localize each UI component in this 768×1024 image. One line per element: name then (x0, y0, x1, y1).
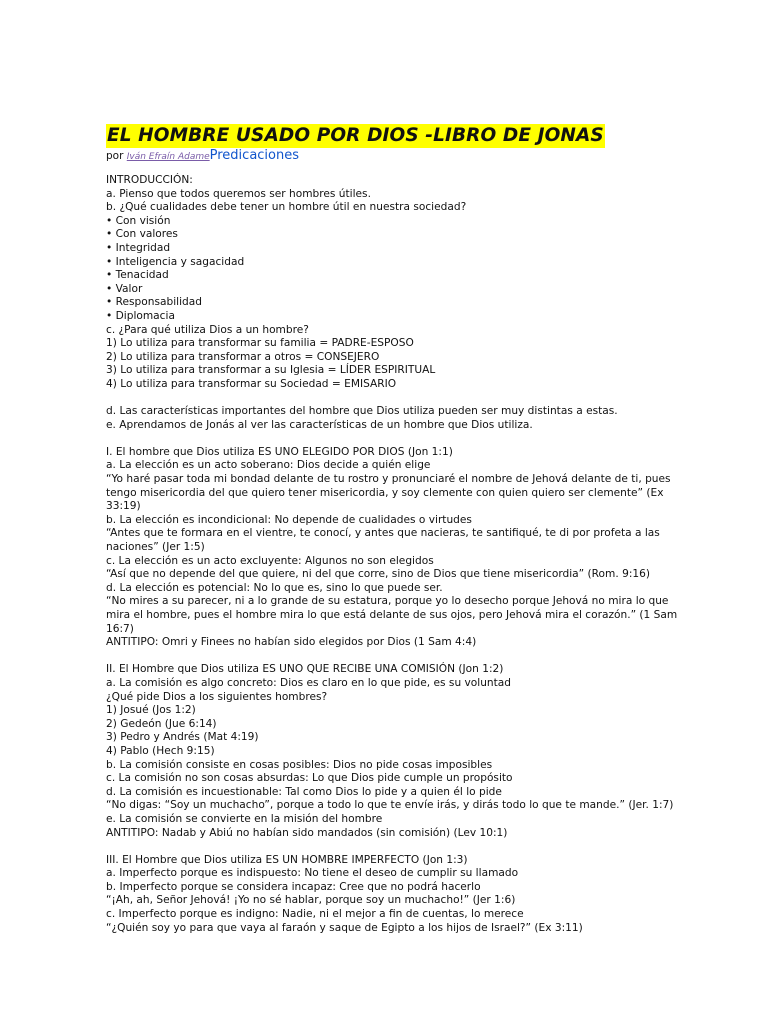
text-line: • Inteligencia y sagacidad (106, 255, 245, 268)
text-line: 33:19) (106, 500, 141, 513)
text-line: 16:7) (106, 622, 134, 635)
text-line: III. El Hombre que Dios utiliza ES UN HOMBRE IMPERFECTO (Jon 1:3) (106, 853, 468, 866)
text-line: b. ¿Qué cualidades debe tener un hombre útil en nuestra sociedad? (106, 201, 467, 214)
text-line: c. La elección es un acto excluyente: Algunos no son elegidos (106, 554, 434, 567)
text-line: b. Imperfecto porque se considera incapaz: Cree que no podrá hacerlo (106, 880, 481, 893)
text-line: 4) Lo utiliza para transformar su Sociedad = EMISARIO (106, 377, 397, 390)
text-line: 2) Gedeón (Jue 6:14) (106, 717, 217, 730)
text-line: d. La comisión es incuestionable: Tal como Dios lo pide y a quien él lo pide (106, 785, 502, 798)
text-line: a. La elección es un acto soberano: Dios decide a quién elige (106, 459, 431, 472)
text-line: a. La comisión es algo concreto: Dios es claro en lo que pide, es su voluntad (106, 676, 512, 689)
byline-prefix: por (106, 150, 124, 162)
text-line: • Diplomacia (106, 309, 175, 322)
text-line: tengo misericordia del que quiero tener misericordia, y soy clemente con quien quiero ser clemente” (Ex (106, 486, 664, 499)
text-line: ANTITIPO: Omri y Finees no habían sido elegidos por Dios (1 Sam 4:4) (106, 636, 477, 649)
text-line: • Valor (106, 282, 143, 295)
text-line: mira el hombre, pues el hombre mira lo que está delante de sus ojos, pero Jehová mira el corazón.” (1 Sam (106, 609, 678, 621)
text-line: d. Las características importantes del hombre que Dios utiliza pueden ser muy distintas a estas. (106, 405, 618, 418)
text-line: INTRODUCCIÓN: (106, 174, 193, 186)
text-line: b. La comisión consiste en cosas posibles: Dios no pide cosas imposibles (106, 758, 493, 771)
text-line: I. El hombre que Dios utiliza ES UNO ELEGIDO POR DIOS (Jon 1:1) (106, 445, 453, 458)
text-line: 4) Pablo (Hech 9:15) (106, 744, 215, 757)
paragraph-gap (106, 432, 756, 446)
text-line: e. La comisión se convierte en la misión del hombre (106, 812, 383, 825)
text-line: 1) Josué (Jos 1:2) (106, 704, 196, 717)
text-line: 1) Lo utiliza para transformar su familia = PADRE-ESPOSO (106, 337, 414, 350)
text-line: c. Imperfecto porque es indigno: Nadie, ni el mejor a fin de cuentas, lo merece (106, 908, 524, 921)
text-line: • Con visión (106, 214, 171, 227)
text-line: “No digas: “Soy un muchacho”, porque a todo lo que te envíe irás, y dirás todo lo que te mande.” (Jer. 1:7) (106, 799, 674, 812)
text-line: ANTITIPO: Nadab y Abiú no habían sido mandados (sin comisión) (Lev 10:1) (106, 826, 508, 839)
text-line: 2) Lo utiliza para transformar a otros = CONSEJERO (106, 350, 380, 363)
text-line: naciones” (Jer 1:5) (106, 541, 205, 554)
category-link[interactable]: Predicaciones (209, 148, 300, 163)
text-line: II. El Hombre que Dios utiliza ES UNO QUE RECIBE UNA COMISIÓN (Jon 1:2) (106, 663, 504, 676)
text-line: 3) Lo utiliza para transformar a su Iglesia = LÍDER ESPIRITUAL (106, 364, 436, 377)
text-line: 3) Pedro y Andrés (Mat 4:19) (106, 731, 259, 744)
text-line: “¡Ah, ah, Señor Jehová! ¡Yo no sé hablar, porque soy un muchacho!” (Jer 1:6) (106, 894, 516, 907)
byline (106, 148, 756, 165)
paragraph-gap (106, 650, 756, 664)
text-line: “Yo haré pasar toda mi bondad delante de tu rostro y pronunciaré el nombre de Jehová delante de ti, pues (106, 473, 671, 486)
text-line: c. ¿Para qué utiliza Dios a un hombre? (106, 323, 309, 336)
paragraph-gap (106, 392, 756, 406)
text-line: b. La elección es incondicional: No depende de cualidades o virtudes (106, 513, 472, 526)
text-line: • Integridad (106, 241, 171, 254)
text-line: • Tenacidad (106, 269, 169, 282)
author-link[interactable]: Iván Efraín Adame (126, 152, 210, 162)
title-highlight: EL HOMBRE USADO POR DIOS -LIBRO DE JONAS (107, 125, 604, 146)
text-line: c. La comisión no son cosas absurdas: Lo que Dios pide cumple un propósito (106, 772, 513, 785)
text-line: a. Pienso que todos queremos ser hombres útiles. (106, 187, 371, 200)
text-line: “Así que no depende del que quiere, ni del que corre, sino de Dios que tiene misericordia” (Rom. 9:16) (106, 568, 651, 581)
text-line: a. Imperfecto porque es indispuesto: No tiene el deseo de cumplir su llamado (106, 867, 519, 880)
document-title (106, 124, 756, 148)
text-line: e. Aprendamos de Jonás al ver las características de un hombre que Dios utiliza. (106, 418, 533, 431)
document-body (106, 174, 756, 935)
text-line: ¿Qué pide Dios a los siguientes hombres? (106, 690, 328, 703)
text-line: • Responsabilidad (106, 296, 202, 309)
paragraph-gap (106, 840, 756, 854)
text-line: “No mires a su parecer, ni a lo grande de su estatura, porque yo lo desecho porque Jehová no mira lo que (106, 595, 669, 608)
text-line: • Con valores (106, 228, 178, 241)
text-line: d. La elección es potencial: No lo que es, sino lo que puede ser. (106, 581, 443, 594)
text-line: “¿Quién soy yo para que vaya al faraón y saque de Egipto a los hijos de Israel?” (Ex 3:11) (106, 921, 583, 934)
text-line: “Antes que te formara en el vientre, te conocí, y antes que nacieras, te santifiqué, te di por profeta a las (106, 527, 660, 540)
document (106, 124, 756, 935)
